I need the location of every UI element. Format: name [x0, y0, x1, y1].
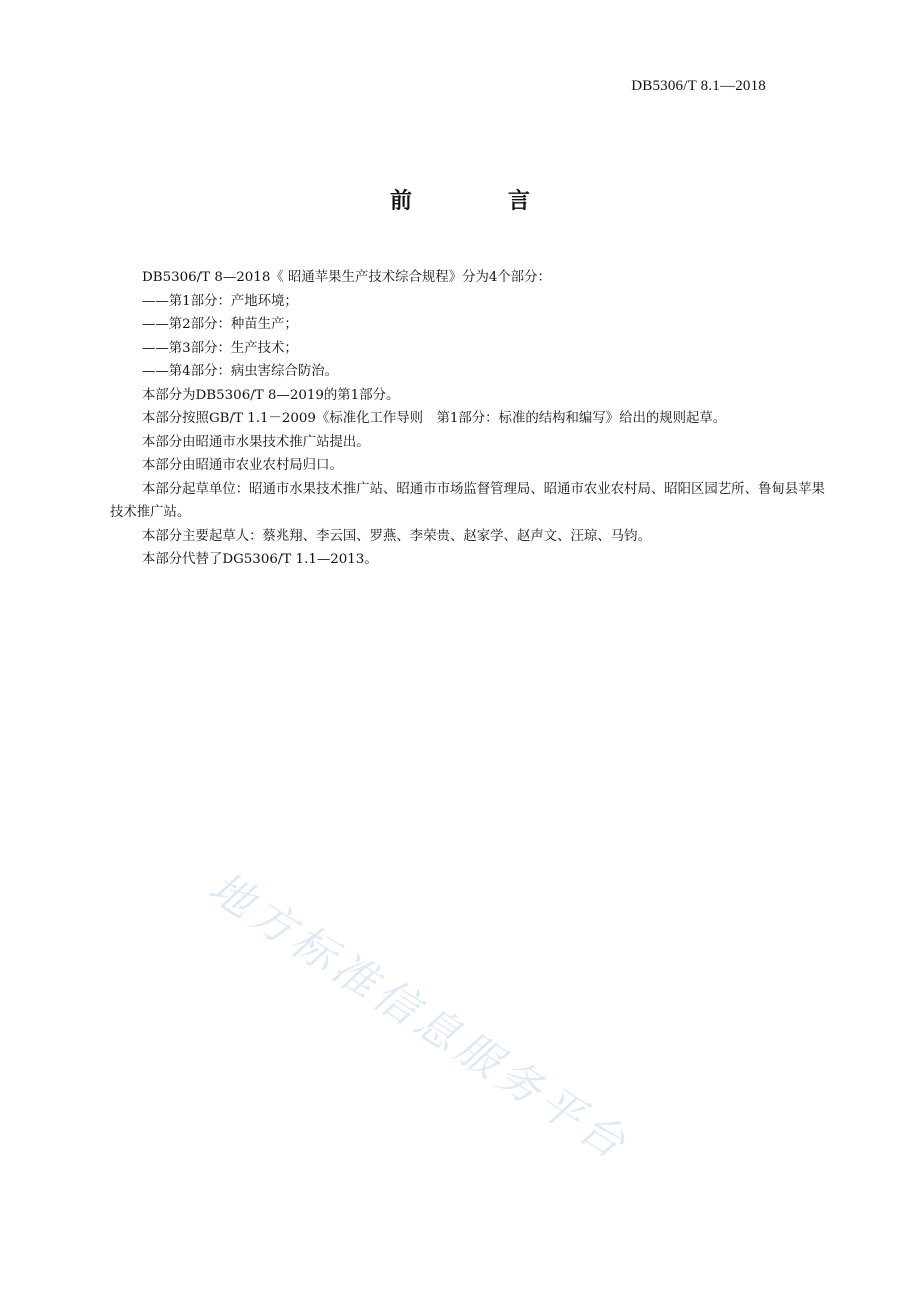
page-title: [0, 184, 920, 215]
paragraph-part-4: ——第4部分：病虫害综合防治。: [142, 364, 338, 379]
paragraph-part-2: ——第2部分：种苗生产；: [142, 317, 298, 332]
paragraph-drafters: 本部分主要起草人：蔡兆翔、李云国、罗燕、李荣贵、赵家学、赵声文、汪琼、马钧。: [142, 528, 651, 544]
title-char-2: 言: [508, 189, 531, 214]
title-char-1: 前: [389, 189, 412, 214]
paragraph-part-1: ——第1部分：产地环境；: [142, 293, 298, 309]
watermark: 地方标准信息服务平台: [199, 862, 639, 1172]
paragraph-drafting-units: 本部分起草单位：昭通市水果技术推广站、昭通市市场监督管理局、昭通市农业农村局、昭阳区园艺所、鲁甸县苹果技术推广站。: [110, 481, 825, 520]
paragraph-managed-by: 本部分由昭通市农业农村局归口。: [142, 458, 343, 473]
paragraph-proposed-by: 本部分由昭通市水果技术推广站提出。: [142, 434, 370, 450]
paragraph-this-part: 本部分为DB5306/T 8—2019的第1部分。: [142, 387, 400, 403]
paragraph-replaces: 本部分代替了DG5306/T 1.1—2013。: [142, 552, 378, 567]
document-code: DB5306/T 8.1—2018: [631, 78, 766, 94]
paragraph-drafting-rules: 本部分按照GB/T 1.1－2009《标准化工作导则 第1部分：标准的结构和编写》给出的规则起草。: [142, 411, 727, 426]
paragraph-parts-overview: DB5306/T 8—2018《 昭通苹果生产技术综合规程》分为4个部分：: [142, 270, 551, 285]
foreword-body: [110, 266, 834, 572]
paragraph-part-3: ——第3部分：生产技术；: [142, 340, 298, 356]
